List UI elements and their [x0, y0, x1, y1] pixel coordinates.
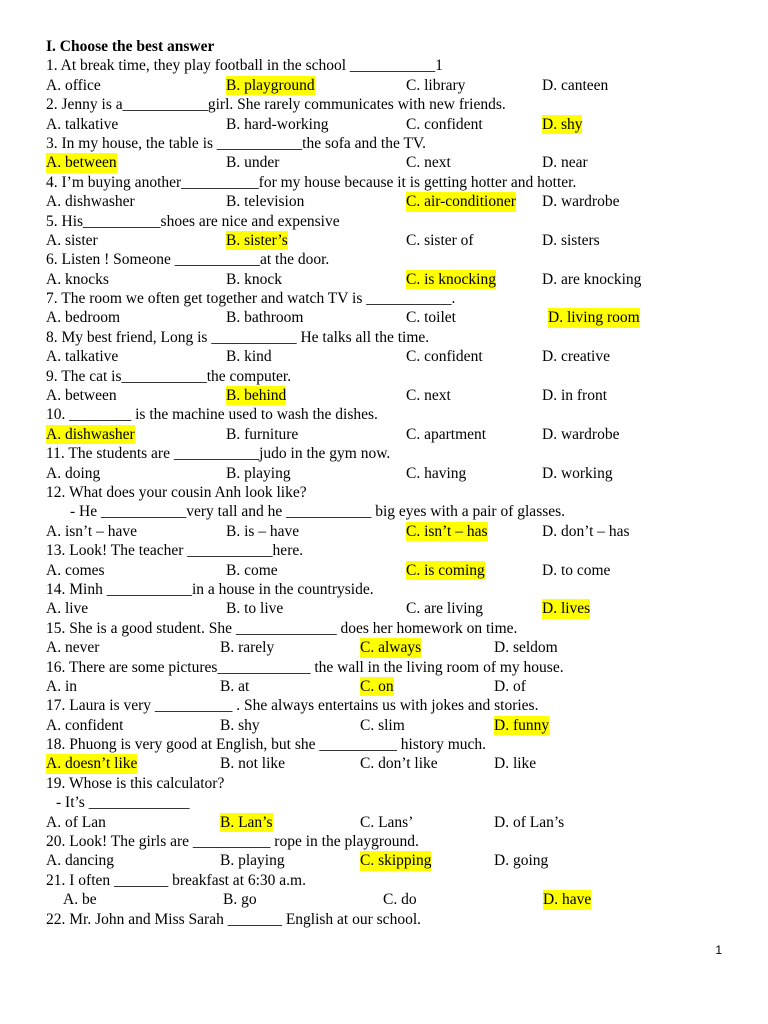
question-6-option-a[interactable]: A. knocks: [46, 270, 109, 288]
question-13-stem: 13. Look! The teacher ___________here.: [46, 542, 304, 560]
question-12-option-b[interactable]: B. is – have: [226, 522, 300, 540]
question-21-option-c[interactable]: C. do: [383, 891, 417, 909]
question-9-stem: 9. The cat is___________the computer.: [46, 367, 292, 385]
question-4-option-c[interactable]: C. air-conditioner: [406, 193, 516, 211]
question-17-option-a[interactable]: A. confident: [46, 716, 124, 734]
question-9-option-a[interactable]: A. between: [46, 387, 117, 405]
question-15-option-a[interactable]: A. never: [46, 639, 100, 657]
question-9-option-d[interactable]: D. in front: [542, 387, 608, 405]
section-title: I. Choose the best answer: [46, 38, 215, 55]
question-2-options: [46, 115, 726, 134]
question-19-stem: 19. Whose is this calculator?: [46, 774, 225, 792]
question-19-option-d[interactable]: D. of Lan’s: [494, 813, 565, 831]
question-13-options: [46, 561, 726, 580]
question-21-options: [46, 890, 726, 909]
question-9-options: [46, 386, 726, 405]
question-4-option-d[interactable]: D. wardrobe: [542, 193, 620, 211]
question-20-option-b[interactable]: B. playing: [220, 852, 285, 870]
question-10-option-d[interactable]: D. wardrobe: [542, 425, 620, 443]
question-14-stem: 14. Minh ___________in a house in the countryside.: [46, 580, 374, 598]
question-8-option-d[interactable]: D. creative: [542, 348, 610, 366]
question-3-option-c[interactable]: C. next: [406, 154, 451, 172]
question-5-option-a[interactable]: A. sister: [46, 231, 98, 249]
question-9-option-b[interactable]: B. behind: [226, 387, 287, 405]
question-20-option-a[interactable]: A. dancing: [46, 852, 115, 870]
question-1-option-b[interactable]: B. playground: [226, 76, 315, 94]
question-16-options: [46, 677, 726, 696]
question-21-option-d[interactable]: D. have: [543, 891, 592, 909]
question-2-option-a[interactable]: A. talkative: [46, 115, 119, 133]
question-15-option-c[interactable]: C. always: [360, 639, 422, 657]
question-14-option-b[interactable]: B. to live: [226, 600, 284, 618]
question-2-stem: 2. Jenny is a___________girl. She rarely communicates with new friends.: [46, 96, 506, 114]
question-14-option-c[interactable]: C. are living: [406, 600, 484, 618]
question-5-options: [46, 231, 726, 250]
question-11-option-d[interactable]: D. working: [542, 464, 613, 482]
question-10-option-a[interactable]: A. dishwasher: [46, 425, 135, 443]
question-15-options: [46, 638, 726, 657]
question-19-option-b[interactable]: B. Lan’s: [220, 813, 273, 831]
question-6-options: [46, 270, 726, 289]
question-19-option-c[interactable]: C. Lans’: [360, 813, 414, 831]
question-17-stem: 17. Laura is very __________ . She always entertains us with jokes and stories.: [46, 697, 539, 715]
question-6-option-c[interactable]: C. is knocking: [406, 270, 496, 288]
question-5-option-d[interactable]: D. sisters: [542, 231, 600, 249]
question-15-stem: 15. She is a good student. She _____________ does her homework on time.: [46, 619, 518, 637]
question-14-option-a[interactable]: A. live: [46, 600, 89, 618]
question-4-stem: 4. I’m buying another__________for my house because it is getting hotter and hotter.: [46, 173, 577, 191]
question-2-option-d[interactable]: D. shy: [542, 115, 583, 133]
question-11-option-a[interactable]: A. doing: [46, 464, 101, 482]
question-19-options: [46, 813, 726, 832]
question-2-option-c[interactable]: C. confident: [406, 115, 483, 133]
question-6-option-d[interactable]: D. are knocking: [542, 270, 642, 288]
question-13-option-a[interactable]: A. comes: [46, 561, 105, 579]
question-7-option-b[interactable]: B. bathroom: [226, 309, 304, 327]
question-17-option-c[interactable]: C. slim: [360, 716, 405, 734]
question-7-options: [46, 308, 726, 327]
question-18-option-c[interactable]: C. don’t like: [360, 755, 438, 773]
question-19-option-a[interactable]: A. of Lan: [46, 813, 106, 831]
question-20-option-d[interactable]: D. going: [494, 852, 549, 870]
question-12-stem: 12. What does your cousin Anh look like?: [46, 483, 307, 501]
question-4-option-a[interactable]: A. dishwasher: [46, 193, 135, 211]
question-16-option-b[interactable]: B. at: [220, 677, 250, 695]
question-5-stem: 5. His__________shoes are nice and expensive: [46, 212, 340, 230]
question-20-options: [46, 851, 726, 870]
worksheet-content: [46, 37, 726, 929]
question-3-option-b[interactable]: B. under: [226, 154, 280, 172]
question-3-stem: 3. In my house, the table is ___________the sofa and the TV.: [46, 134, 426, 152]
question-5-option-c[interactable]: C. sister of: [406, 231, 474, 249]
question-22-stem: 22. Mr. John and Miss Sarah _______ English at our school.: [46, 910, 421, 928]
question-8-option-b[interactable]: B. kind: [226, 348, 272, 366]
question-17-option-b[interactable]: B. shy: [220, 716, 260, 734]
question-12-answer-line: - He ___________very tall and he ___________ big eyes with a pair of glasses.: [70, 503, 566, 521]
question-16-option-a[interactable]: A. in: [46, 677, 77, 695]
question-18-option-b[interactable]: B. not like: [220, 755, 286, 773]
question-6-option-b[interactable]: B. knock: [226, 270, 282, 288]
question-11-options: [46, 464, 726, 483]
question-13-option-b[interactable]: B. come: [226, 561, 278, 579]
question-6-stem: 6. Listen ! Someone ___________at the door.: [46, 251, 330, 269]
question-21-option-b[interactable]: B. go: [223, 891, 257, 909]
question-18-option-a[interactable]: A. doesn’t like: [46, 755, 138, 773]
question-16-option-d[interactable]: D. of: [494, 677, 526, 695]
question-12-option-c[interactable]: C. isn’t – has: [406, 522, 488, 540]
question-10-options: [46, 425, 726, 444]
question-3-option-d[interactable]: D. near: [542, 154, 588, 172]
question-10-stem: 10. ________ is the machine used to wash the dishes.: [46, 406, 378, 424]
question-14-option-d[interactable]: D. lives: [542, 600, 591, 618]
question-14-options: [46, 599, 726, 618]
question-18-stem: 18. Phuong is very good at English, but she __________ history much.: [46, 736, 487, 754]
question-4-options: [46, 192, 726, 211]
question-10-option-b[interactable]: B. furniture: [226, 425, 299, 443]
question-7-option-a[interactable]: A. bedroom: [46, 309, 121, 327]
question-2-option-b[interactable]: B. hard-working: [226, 115, 329, 133]
question-21-stem: 21. I often _______ breakfast at 6:30 a.m.: [46, 871, 306, 889]
question-19-answer-line: - It’s _____________: [56, 794, 190, 812]
question-20-option-c[interactable]: C. skipping: [360, 852, 432, 870]
question-4-option-b[interactable]: B. television: [226, 193, 305, 211]
question-7-option-d[interactable]: D. living room: [548, 309, 640, 327]
question-18-option-d[interactable]: D. like: [494, 755, 537, 773]
question-17-options: [46, 716, 726, 735]
question-9-option-c[interactable]: C. next: [406, 387, 451, 405]
question-1-option-c[interactable]: C. library: [406, 76, 466, 94]
question-8-option-c[interactable]: C. confident: [406, 348, 483, 366]
question-7-stem: 7. The room we often get together and watch TV is ___________.: [46, 290, 456, 308]
question-10-option-c[interactable]: C. apartment: [406, 425, 487, 443]
question-12-option-a[interactable]: A. isn’t – have: [46, 522, 137, 540]
question-11-option-c[interactable]: C. having: [406, 464, 467, 482]
question-3-option-a[interactable]: A. between: [46, 154, 117, 172]
question-13-option-d[interactable]: D. to come: [542, 561, 611, 579]
page-number: 1: [715, 943, 722, 957]
question-1-options: [46, 76, 726, 95]
question-11-stem: 11. The students are ___________judo in the gym now.: [46, 445, 391, 463]
question-8-options: [46, 347, 726, 366]
question-15-option-d[interactable]: D. seldom: [494, 639, 558, 657]
question-3-options: [46, 153, 726, 172]
question-20-stem: 20. Look! The girls are __________ rope in the playground.: [46, 833, 419, 851]
question-15-option-b[interactable]: B. rarely: [220, 639, 275, 657]
question-21-option-a[interactable]: A. be: [63, 891, 97, 909]
question-7-option-c[interactable]: C. toilet: [406, 309, 456, 327]
question-8-option-a[interactable]: A. talkative: [46, 348, 119, 366]
question-8-stem: 8. My best friend, Long is ___________ He talks all the time.: [46, 328, 430, 346]
question-1-option-d[interactable]: D. canteen: [542, 76, 609, 94]
question-16-option-c[interactable]: C. on: [360, 677, 394, 695]
question-1-stem: 1. At break time, they play football in the school ___________1: [46, 57, 443, 75]
question-5-option-b[interactable]: B. sister’s: [226, 231, 288, 249]
question-18-options: [46, 754, 726, 773]
question-16-stem: 16. There are some pictures____________ the wall in the living room of my house.: [46, 658, 564, 676]
question-13-option-c[interactable]: C. is coming: [406, 561, 485, 579]
question-1-option-a[interactable]: A. office: [46, 76, 101, 94]
question-11-option-b[interactable]: B. playing: [226, 464, 291, 482]
question-17-option-d[interactable]: D. funny: [494, 716, 550, 734]
question-12-options: [46, 522, 726, 541]
question-12-option-d[interactable]: D. don’t – has: [542, 522, 630, 540]
